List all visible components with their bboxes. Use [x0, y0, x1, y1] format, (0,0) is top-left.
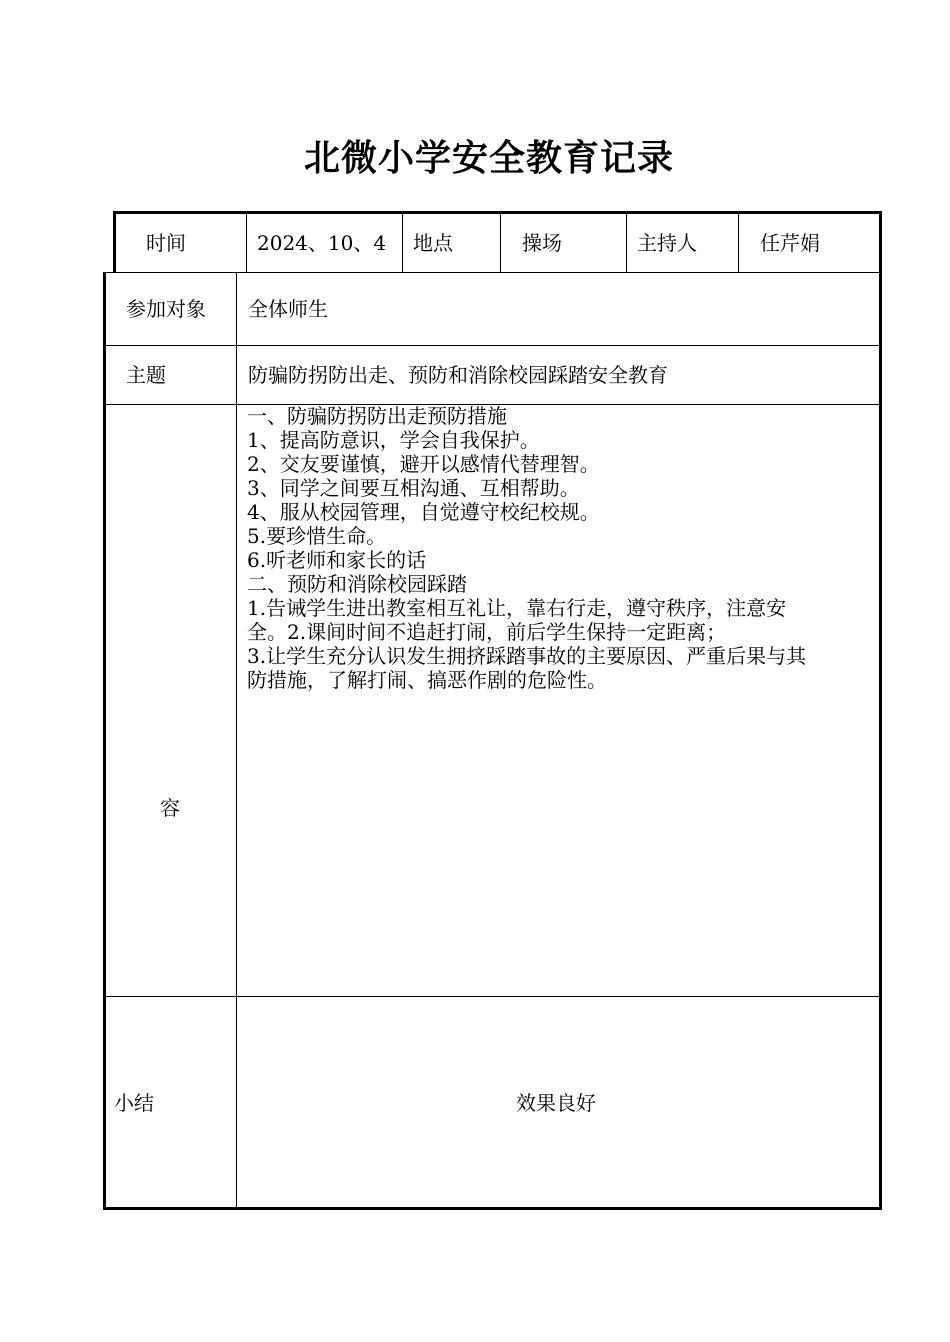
participants-value: 全体师生 — [248, 297, 328, 321]
row-divider-1 — [103, 272, 881, 273]
summary-label: 小结 — [114, 1091, 154, 1115]
theme-value: 防骗防拐防出走、预防和消除校园踩踏安全教育 — [248, 363, 668, 387]
content-line: 一、防骗防拐防出走预防措施 — [247, 404, 507, 428]
header-col-divider-4 — [626, 213, 627, 273]
content-line: 1.告诫学生进出教室相互礼让，靠右行走，遵守秩序，注意安 — [247, 596, 787, 620]
content-line: 2、交友要谨慎，避开以感情代替理智。 — [247, 452, 600, 476]
table-border-header-left — [113, 211, 116, 273]
label-col-divider — [236, 272, 237, 1208]
host-label: 主持人 — [637, 231, 697, 255]
content-line: 6.听老师和家长的话 — [247, 548, 427, 572]
row-divider-4 — [103, 996, 881, 997]
table-border-right — [879, 211, 882, 1210]
content-line: 3.让学生充分认识发生拥挤踩踏事故的主要原因、严重后果与其 — [247, 644, 807, 668]
content-line: 二、预防和消除校园踩踏 — [247, 572, 467, 596]
table-border-bottom — [103, 1207, 882, 1210]
table-border-top — [113, 211, 882, 214]
header-col-divider-1 — [246, 213, 247, 273]
place-label: 地点 — [413, 231, 453, 255]
page-title: 北微小学安全教育记录 — [303, 138, 674, 179]
time-value: 2024、10、4 — [257, 231, 387, 255]
content-line: 4、服从校园管理，自觉遵守校纪校规。 — [247, 500, 600, 524]
content-label: 容 — [160, 796, 180, 820]
content-line: 1、提高防意识，学会自我保护。 — [247, 428, 540, 452]
participants-label: 参加对象 — [126, 297, 206, 321]
time-label: 时间 — [146, 231, 186, 255]
header-col-divider-5 — [738, 213, 739, 273]
header-col-divider-3 — [500, 213, 501, 273]
content-body — [247, 404, 867, 692]
content-line: 3、同学之间要互相沟通、互相帮助。 — [247, 476, 580, 500]
summary-value: 效果良好 — [516, 1091, 596, 1115]
theme-label: 主题 — [126, 363, 166, 387]
place-value: 操场 — [522, 231, 562, 255]
content-line: 5.要珍惜生命。 — [247, 524, 387, 548]
table-border-left — [103, 272, 106, 1210]
row-divider-2 — [103, 345, 881, 346]
content-line: 防措施，了解打闹、搞恶作剧的危险性。 — [247, 668, 607, 692]
content-line: 全。2.课间时间不追赶打闹，前后学生保持一定距离； — [247, 620, 727, 644]
header-col-divider-2 — [402, 213, 403, 273]
host-value: 任芹娟 — [760, 231, 820, 255]
